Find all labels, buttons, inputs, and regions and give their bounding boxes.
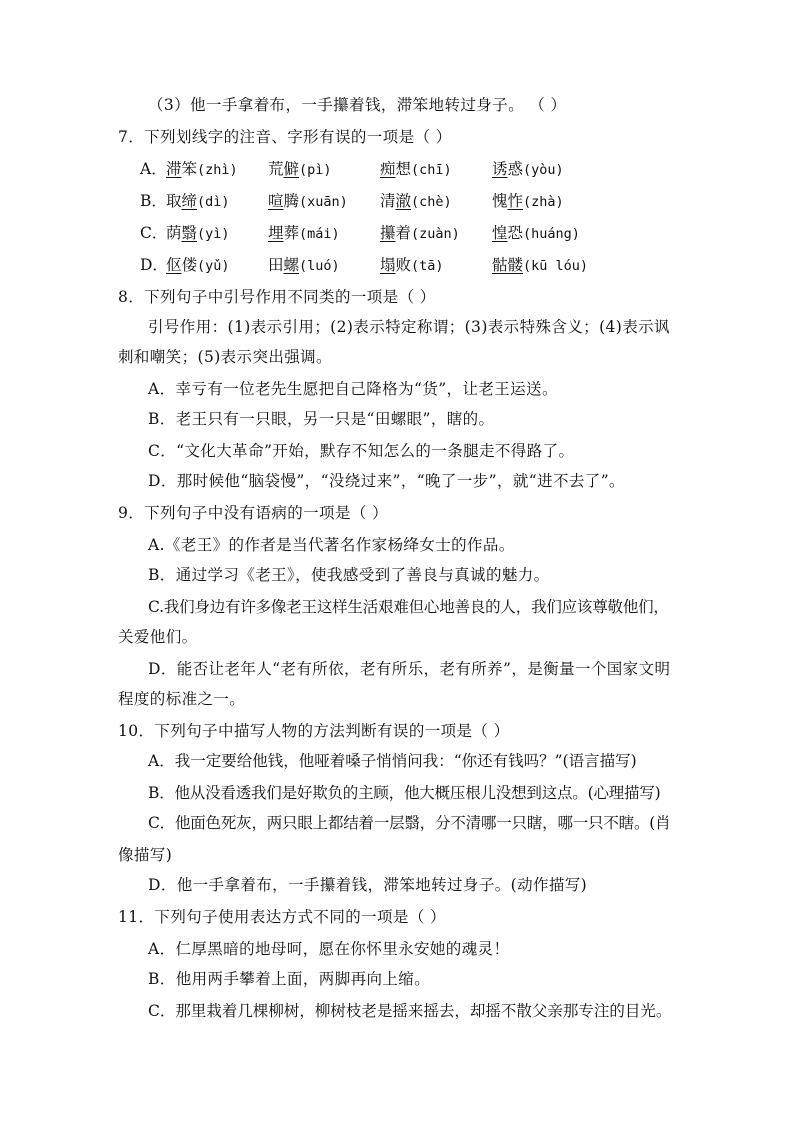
q9-option-c-line-1: C.我们身边有许多像老王这样生活艰难但心地善良的人，我们应该尊敬他们， [148, 598, 669, 616]
q10-option-b: B．他从没看透我们是好欺负的主顾，他大概压根儿没想到这点。(心理描写) [148, 784, 661, 802]
q8-note-line-1: 引号作用：(1)表示引用；(2)表示特定称谓；(3)表示特殊含义；(4)表示讽 [148, 318, 670, 336]
q11-option-c: C．那里栽着几棵柳树，柳树枝老是摇来摇去，却摇不散父亲那专注的目光。 [148, 1002, 672, 1020]
q9-option-b: B．通过学习《老王》，使我感受到了善良与真诚的魅力。 [148, 566, 550, 584]
q7-a-4: 诱惑(yòu) [492, 160, 564, 178]
q8-note-line-2: 刺和嘲笑；(5)表示突出强调。 [118, 348, 332, 366]
q8-option-d: D．那时候他“脑袋慢”，“没绕过来”，“晚了一步”，就“进不去了”。 [148, 472, 625, 490]
q7-b-1: 取缔(dì) [166, 192, 230, 210]
q7-option-c-label: C． [140, 224, 168, 242]
q7-b-3: 清澈(chè) [380, 192, 452, 210]
q7-d-1: 伛偻(yǔ) [166, 256, 230, 274]
q10-option-c-line-2: 像描写) [118, 846, 173, 864]
q7-option-a-label: A． [140, 160, 167, 178]
q9-option-d-line-2: 程度的标准之一。 [118, 690, 246, 708]
q10-option-d: D．他一手拿着布，一手攥着钱，滞笨地转过身子。(动作描写) [148, 876, 588, 894]
q9-option-d-line-1: D．能否让老年人“老有所依，老有所乐，老有所养”，是衡量一个国家文明 [148, 660, 671, 678]
q7-d-2: 田螺(luó) [268, 256, 340, 274]
q7-stem: 7．下列划线字的注音、字形有误的一项是（ ） [118, 128, 452, 146]
q7-a-3: 痴想(chī) [380, 160, 452, 178]
q7-a-1: 滞笨(zhì) [166, 160, 238, 178]
q10-option-a: A．我一定要给他钱，他哑着嗓子悄悄问我：“你还有钱吗？”(语言描写) [148, 752, 637, 770]
q7-b-2: 喧腾(xuān) [268, 192, 348, 210]
q11-stem: 11．下列句子使用表达方式不同的一项是（ ） [118, 908, 446, 926]
q9-option-c-line-2: 关爱他们。 [118, 628, 198, 646]
q10-option-c-line-1: C．他面色死灰，两只眼上都结着一层翳，分不清哪一只瞎，哪一只不瞎。(肖 [148, 814, 671, 832]
q7-a-2: 荒僻(pì) [268, 160, 332, 178]
q8-option-b: B．老王只有一只眼，另一只是“田螺眼”，瞎的。 [148, 410, 495, 428]
q7-option-d-label: D． [140, 256, 168, 274]
q11-option-a: A．仁厚黑暗的地母呵，愿在你怀里永安她的魂灵！ [148, 940, 510, 958]
q6-item-3: （3）他一手拿着布，一手攥着钱，滞笨地转过身子。 （ ） [148, 96, 567, 114]
q10-stem: 10．下列句子中描写人物的方法判断有误的一项是（ ） [118, 722, 510, 740]
q8-stem: 8．下列句子中引号作用不同类的一项是（ ） [118, 288, 436, 306]
q7-c-2: 埋葬(mái) [268, 224, 340, 242]
q9-option-a: A.《老王》的作者是当代著名作家杨绛女士的作品。 [148, 536, 515, 554]
q7-c-1: 荫翳(yì) [166, 224, 230, 242]
q7-c-3: 攥着(zuàn) [380, 224, 460, 242]
q7-option-b-label: B． [140, 192, 167, 210]
q9-stem: 9．下列句子中没有语病的一项是（ ） [118, 504, 388, 522]
q8-option-c: C．“文化大革命”开始，默存不知怎么的一条腿走不得路了。 [148, 442, 575, 460]
q11-option-b: B．他用两手攀着上面，两脚再向上缩。 [148, 970, 431, 988]
q7-b-4: 愧怍(zhà) [492, 192, 564, 210]
q7-c-4: 惶恐(huáng) [492, 224, 580, 242]
q7-d-4: 骷髅(kū lóu) [492, 256, 589, 274]
q8-option-a: A．幸亏有一位老先生愿把自己降格为“货”，让老王运送。 [148, 380, 558, 398]
q7-d-3: 塌败(tā) [380, 256, 444, 274]
